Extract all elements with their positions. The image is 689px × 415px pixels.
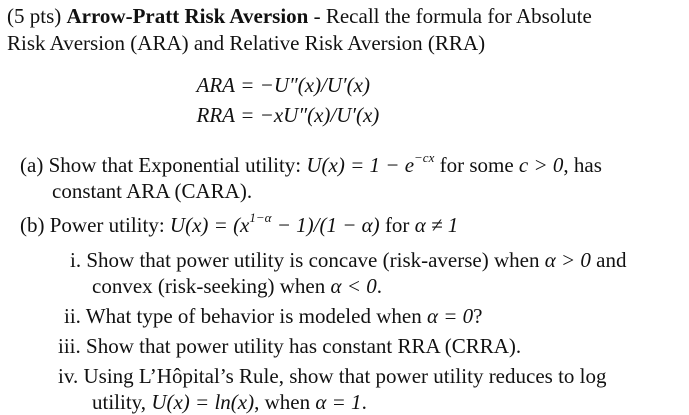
subpart-i-text-3: convex (risk-seeking) when: [92, 274, 331, 298]
intro-text-2: Risk Aversion (ARA) and Relative Risk Aversion (RRA): [7, 31, 486, 55]
ara-formula: [185, 72, 370, 98]
rra-lhs: RRA: [196, 103, 235, 127]
intro-text-1: - Recall the formula for Absolute: [308, 4, 592, 28]
rra-formula: [185, 102, 379, 128]
part-a-text-4: constant ARA (CARA).: [52, 179, 253, 203]
part-b-exponent: 1−α: [249, 210, 272, 225]
subpart-iv-math-1: U(x) = ln(x): [151, 390, 255, 414]
subpart-i-text-1: Show that power utility is concave (risk-averse) when: [86, 248, 545, 272]
subpart-ii-text-2: ?: [473, 304, 483, 328]
subpart-i-text-4: .: [376, 274, 382, 298]
part-a-exponent: −cx: [414, 150, 435, 165]
subpart-iv-label: iv.: [58, 364, 79, 388]
part-a-text-1: Show that Exponential utility:: [48, 153, 307, 177]
part-b-line: [20, 212, 458, 238]
ara-rhs: = −U″(x)/U′(x): [240, 73, 370, 97]
subpart-iv-line-1: [58, 363, 607, 389]
subpart-ii-label: ii.: [64, 304, 81, 328]
part-a-text-3: , has: [563, 153, 602, 177]
subpart-iv-text-4: .: [361, 390, 367, 414]
part-b-text-1: Power utility:: [49, 213, 170, 237]
part-a-line-1: [20, 152, 602, 178]
part-b-condition: α ≠ 1: [414, 213, 459, 237]
rra-rhs: = −xU″(x)/U′(x): [240, 103, 380, 127]
problem-title: Arrow-Pratt Risk Aversion: [66, 4, 309, 28]
part-b-label: (b): [20, 213, 45, 237]
part-a-line-2: [52, 178, 252, 204]
part-b-formula-b: − 1)/(1 − α): [271, 213, 380, 237]
subpart-i-math-1: α > 0: [544, 248, 591, 272]
subpart-iii-label: iii.: [58, 334, 81, 358]
subpart-iii-line: [58, 333, 521, 359]
part-a-label: (a): [20, 153, 44, 177]
subpart-i-line-2: [92, 273, 382, 299]
subpart-iv-text-3: , when: [254, 390, 316, 414]
subpart-iv-text-2: utility,: [92, 390, 152, 414]
subpart-ii-text-1: What type of behavior is modeled when: [85, 304, 427, 328]
subpart-iv-line-2: [92, 389, 367, 415]
part-a-text-2: for some: [434, 153, 519, 177]
part-a-condition: c > 0: [518, 153, 564, 177]
intro-line-2: [7, 30, 485, 56]
part-b-text-2: for: [379, 213, 415, 237]
subpart-i-line-1: [70, 247, 627, 273]
intro-line-1: [7, 3, 592, 29]
part-b-formula-a: U(x) = (x: [169, 213, 250, 237]
subpart-i-label: i.: [70, 248, 82, 272]
subpart-ii-math: α = 0: [426, 304, 474, 328]
subpart-iv-text-1: Using L’Hôpital’s Rule, show that power utility reduces to log: [83, 364, 607, 388]
subpart-i-math-2: α < 0: [330, 274, 377, 298]
subpart-ii-line: [64, 303, 482, 329]
subpart-i-text-2: and: [590, 248, 627, 272]
subpart-iv-math-2: α = 1: [315, 390, 362, 414]
points-label: (5 pts): [7, 4, 62, 28]
subpart-iii-text: Show that power utility has constant RRA (CRRA).: [86, 334, 522, 358]
ara-lhs: ARA: [196, 73, 235, 97]
part-a-formula: U(x) = 1 − e: [306, 153, 415, 177]
